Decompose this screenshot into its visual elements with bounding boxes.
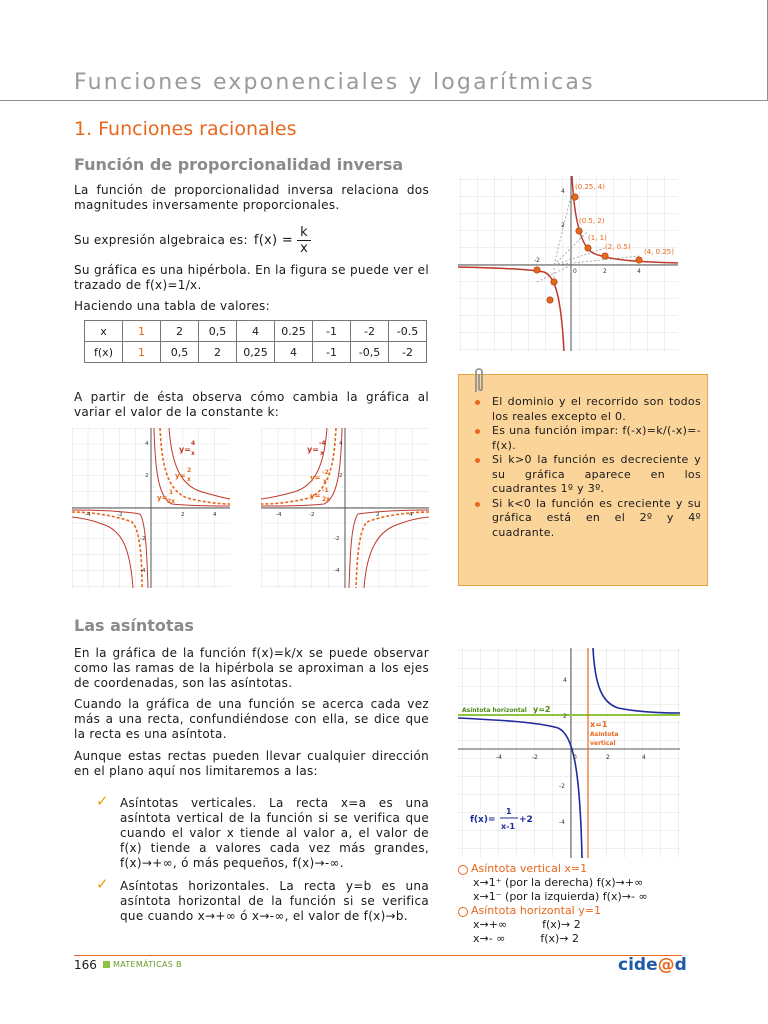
horizontal-asymptote-item <box>96 875 429 924</box>
table-cell: -2 <box>389 342 427 363</box>
graph-point <box>551 279 557 285</box>
page-number: 166 <box>74 958 97 972</box>
curve-label: y= <box>307 445 319 454</box>
hyperbola-graph <box>458 176 678 351</box>
tick-label: 0 <box>573 268 577 275</box>
tick-label: -2 <box>309 512 315 518</box>
tick-label: 4 <box>561 188 565 195</box>
vertical-info-line: x→1⁺ (por la derecha) f(x)→+∞ <box>473 876 644 889</box>
vertical-asymptote-label1: Asíntota <box>590 731 619 738</box>
horizontal-asymptote-label: Asíntota horizontal <box>462 707 527 714</box>
chapter-title: Funciones exponenciales y logarítmicas <box>74 70 595 95</box>
tick-label: -4 <box>140 568 146 574</box>
tick-label: -4 <box>276 512 282 518</box>
graph-point <box>636 257 642 263</box>
tick-label: -4 <box>85 512 91 518</box>
curve-label-num: -1 <box>322 487 329 494</box>
book-name: MATEMÁTICAS B <box>113 960 182 969</box>
cidead-logo: cide@d <box>618 955 687 975</box>
horizontal-asymptote-text: Asíntotas horizontales. La recta y=b es una asíntota horizontal de la función si se verifica que cuando x→+∞ ó x→-∞, el valor de f(x)→b. <box>120 879 429 923</box>
list-item: El dominio y el recorrido son todos los reales excepto el 0. <box>475 395 701 424</box>
curve-label: y= <box>310 474 321 482</box>
asymptote-graph <box>458 648 680 858</box>
table-cell: -1 <box>313 321 351 342</box>
intro-text: La función de proporcionalidad inversa relaciona dos magnitudes inversamente proporcionales. <box>74 183 429 212</box>
graph-point <box>572 194 578 200</box>
curve-label-den: x <box>191 450 195 457</box>
tick-label: 2 <box>376 512 380 518</box>
point-label: (2, 0.5) <box>605 243 631 251</box>
vary-text: A partir de ésta observa cómo cambia la gráfica al variar el valor de la constante k: <box>74 390 429 419</box>
table-cell: 2 <box>199 342 237 363</box>
table-cell: f(x) <box>85 342 123 363</box>
tick-label: 4 <box>145 441 149 447</box>
tick-label: -4 <box>334 568 340 574</box>
table-cell: 0,5 <box>161 342 199 363</box>
curve-label: y= <box>310 492 321 500</box>
asymptotes-p3: Aunque estas rectas pueden llevar cualquier dirección en el plano aquí nos limitaremos a las: <box>74 749 429 778</box>
curve-label: y= <box>179 445 191 454</box>
curve-label-den: x <box>187 476 191 483</box>
tick-label: 4 <box>637 268 641 275</box>
tick-label: 4 <box>409 512 413 518</box>
list-item: Es una función impar: f(-x)=k/(-x)=-f(x). <box>475 424 701 453</box>
list-item: Si k<0 la función es creciente y su gráfica está en el 2º y 4º cuadrante. <box>475 497 701 541</box>
table-intro: Haciendo una tabla de valores: <box>74 299 270 313</box>
curve-label: y= <box>175 472 186 480</box>
tick-label: 2 <box>181 512 185 518</box>
tick-label: 2 <box>339 473 343 479</box>
tick-label: 2 <box>561 222 565 229</box>
tick-label: -2 <box>334 536 340 542</box>
curve-label-num: 4 <box>191 440 196 447</box>
tick-label: -2 <box>140 536 146 542</box>
table-cell: 1 <box>123 342 161 363</box>
graph-description: Su gráfica es una hipérbola. En la figura se puede ver el trazado de f(x)=1/x. <box>74 263 429 292</box>
expression-fraction <box>297 225 311 256</box>
paperclip-icon <box>471 366 487 394</box>
curve-label-num: 2 <box>187 467 192 474</box>
list-item: Si k>0 la función es decreciente y su gráfica aparece en los cuadrantes 1º y 3º. <box>475 453 701 497</box>
graph-point <box>576 228 582 234</box>
horizontal-asymptote-eq: y=2 <box>533 705 551 714</box>
graph-point <box>602 253 608 259</box>
table-cell: 4 <box>237 321 275 342</box>
asymptotes-p2: Cuando la gráfica de una función se acerca cada vez más a una recta, confundiéndose con ella, se dice que la recta es una asíntota. <box>74 697 429 741</box>
check-icon: ✓ <box>96 792 109 810</box>
vertical-asymptote-label2: vertical <box>590 740 616 747</box>
expression-line <box>74 222 429 258</box>
table-cell: x <box>85 321 123 342</box>
vertical-info-header: Asíntota vertical x=1 <box>458 862 718 876</box>
point-label: (4, 0.25) <box>644 248 674 256</box>
book-square-icon <box>103 961 110 968</box>
asymptotes-p1: En la gráfica de la función f(x)=k/x se puede observar como las ramas de la hipérbola se aproximan a los ejes de coordenadas, son las asíntotas. <box>74 646 429 690</box>
expression-numerator: k <box>297 225 311 241</box>
graph-point <box>585 245 591 251</box>
tick-label: 2 <box>603 268 607 275</box>
tick-label: -2 <box>117 512 123 518</box>
vertical-info-line: x→1⁻ (por la izquierda) f(x)→- ∞ <box>473 890 648 903</box>
table-cell: 0.25 <box>275 321 313 342</box>
function-label-rhs: +2 <box>519 815 533 825</box>
graph-point <box>534 267 540 273</box>
expression-prefix: Su expresión algebraica es: <box>74 232 248 247</box>
negative-k-graph <box>261 428 429 588</box>
graph-point <box>547 297 553 303</box>
tick-label: 4 <box>642 754 646 761</box>
tick-label: 4 <box>213 512 217 518</box>
table-cell: 0,25 <box>237 342 275 363</box>
curve-label-num: 1 <box>169 489 174 496</box>
tick-label: -2 <box>534 257 540 264</box>
horizontal-info-header: Asíntota horizontal y=1 <box>458 904 718 918</box>
positive-k-graph <box>72 428 230 588</box>
table-cell: 1 <box>123 321 161 342</box>
section-title: 1. Funciones racionales <box>74 118 297 140</box>
tick-label: -2 <box>532 754 538 761</box>
table-cell: 4 <box>275 342 313 363</box>
tick-label: 2 <box>563 713 567 720</box>
curve-label-den: x <box>323 478 327 485</box>
check-icon: ✓ <box>96 875 109 893</box>
point-label: (1, 1) <box>588 234 607 242</box>
table-cell: 2 <box>161 321 199 342</box>
tick-label: 4 <box>339 441 343 447</box>
table-row <box>85 342 427 363</box>
curve-label-den: 2x <box>322 496 331 503</box>
table-row <box>85 321 427 342</box>
curve-label-num: -2 <box>322 469 329 476</box>
tick-label: 2 <box>606 754 610 761</box>
function-label-lhs: f(x)= <box>470 815 496 825</box>
vertical-asymptote-eq: x=1 <box>590 720 608 729</box>
point-label: (0.25, 4) <box>575 183 605 191</box>
function-label-num: 1 <box>506 807 512 816</box>
table-cell: -0,5 <box>351 342 389 363</box>
footer-divider <box>74 955 682 956</box>
tick-label: -4 <box>496 754 502 761</box>
tick-label: 0 <box>573 754 577 761</box>
table-cell: -2 <box>351 321 389 342</box>
properties-list <box>475 395 701 540</box>
tick-label: 4 <box>563 677 567 684</box>
values-table <box>84 320 427 363</box>
horizontal-info-line: x→- ∞ f(x)→ 2 <box>473 932 579 945</box>
table-cell: 0,5 <box>199 321 237 342</box>
asymptote-info <box>458 862 718 946</box>
expression-denominator: x <box>300 240 309 256</box>
vertical-asymptote-item <box>96 792 429 871</box>
curve-label: y= <box>157 494 168 502</box>
tick-label: -2 <box>559 783 565 790</box>
tick-label: 2 <box>145 473 149 479</box>
expression-lhs: f(x) = <box>253 232 294 248</box>
subtitle-asymptotes: Las asíntotas <box>74 616 194 635</box>
table-cell: -0.5 <box>389 321 427 342</box>
vertical-asymptote-text: Asíntotas verticales. La recta x=a es una asíntota vertical de la función si se verifica que cuando el valor x tiende al valor a, el valor de f(x) tiende a valores cada vez más grandes, f(x)→+∞, ó más pequeños, f(x)→-∞. <box>120 796 429 870</box>
curve-label-den: x <box>320 450 324 457</box>
point-label: (0.5, 2) <box>579 217 605 225</box>
tick-label: -4 <box>559 819 565 826</box>
function-label-den: x-1 <box>501 822 516 831</box>
properties-note <box>458 374 708 586</box>
subtitle-inverse: Función de proporcionalidad inversa <box>74 155 404 174</box>
curve-label-num: -4 <box>319 440 326 447</box>
table-cell: -1 <box>313 342 351 363</box>
curve-label-den: 2x <box>167 498 176 505</box>
horizontal-info-line: x→+∞ f(x)→ 2 <box>473 918 581 931</box>
